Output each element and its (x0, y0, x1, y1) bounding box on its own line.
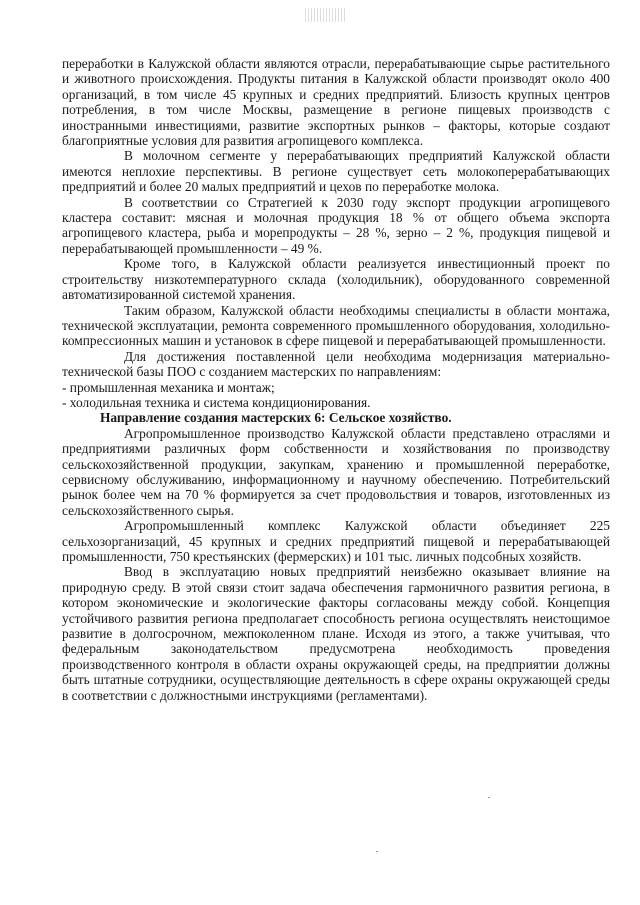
document-page (62, 56, 610, 703)
paragraph-agro-complex: Агропромышленный комплекс Калужской области объединяет 225 сельхозорганизаций, 45 крупных и средних предприятий пищевой и перерабатывающей промышленности, 750 крестьянских (фермерских) и 101 тыс. личных подсобных хозяйств. (62, 518, 610, 564)
scan-speck (488, 797, 490, 798)
paragraph-processing-industry: переработки в Калужской области являются отрасли, перерабатывающие сырье растительного и животного происхождения. Продукты питания в Калужской области производят около 400 организаций, в том числе 45 крупных и средних предприятий. Близость крупных центров потребления, в том числе Москвы, размещение в регионе пищевых производств с иностранными инвестициями, развитие экспортных рынков – факторы, которые создают благоприятные условия для развития агропищевого комплекса. (62, 56, 610, 149)
section-heading: Направление создания мастерских 6: Сельское хозяйство. (100, 410, 452, 426)
scan-speck (376, 851, 378, 852)
paragraph-modernization: Для достижения поставленной цели необходима модернизация материально-технической базы ПОО с созданием мастерских по направлениям: (62, 348, 610, 380)
list-item: - холодильная техника и система кондиционирования. (62, 394, 371, 410)
paragraph-specialists-needed: Таким образом, Калужской области необходимы специалисты в области монтажа, технической эксплуатации, ремонта современного промышленного оборудования, холодильно-компрессионных машин и установок в сфере пищевой и перерабатывающей промышленности. (62, 302, 610, 349)
paragraph-dairy-segment: В молочном сегменте у перерабатывающих предприятий Калужской области имеются неплохие перспективы. В регионе существует сеть молокоперерабатывающих предприятий и более 20 малых предприятий и цехов по переработке молока. (62, 148, 610, 195)
scan-artifact (305, 8, 347, 22)
paragraph-environment: Ввод в эксплуатацию новых предприятий неизбежно оказывает влияние на природную среду. В этой связи стоит задача обеспечения гармоничного развития региона, в котором экономические и экологические факторы согласованы между собой. Концепция устойчивого развития региона предполагает способность региона осуществлять неистощимое развитие в долгосрочном, межпоколенном плане. Исходя из этого, а также учитывая, что федеральным законодательством предусмотрена необходимость проведения производственного контроля в области охраны окружающей среды, на предприятии должны быть штатные сотрудники, осуществляющие деятельность в сфере охраны окружающей среды в соответствии с должностными инструкциями (регламентами). (62, 564, 610, 703)
paragraph-export-strategy: В соответствии со Стратегией к 2030 году экспорт продукции агропищевого кластера составит: мясная и молочная продукция 18 % от общего объема экспорта агропищевого кластера, рыба и морепродукты – 28 %, зерно – 2 %, продукция пищевой и перерабатывающей промышленности – 49 %. (62, 194, 610, 256)
paragraph-agro-production: Агропромышленное производство Калужской области представлено отраслями и предприятиями различных форм собственности и хозяйствования по производству сельскохозяйственной продукции, закупкам, хранению и промышленной переработке, сервисному обслуживанию, информационному и научному обеспечению. Потребительский рынок более чем на 70 % формируется за счет продовольствия и товаров, изготовленных из сельскохозяйственного сырья. (62, 425, 610, 518)
paragraph-warehouse-project: Кроме того, в Калужской области реализуется инвестиционный проект по строительству низкотемпературного склада (холодильник), оборудованного современной автоматизированной системой хранения. (62, 256, 610, 303)
list-item: - промышленная механика и монтаж; (62, 379, 275, 395)
